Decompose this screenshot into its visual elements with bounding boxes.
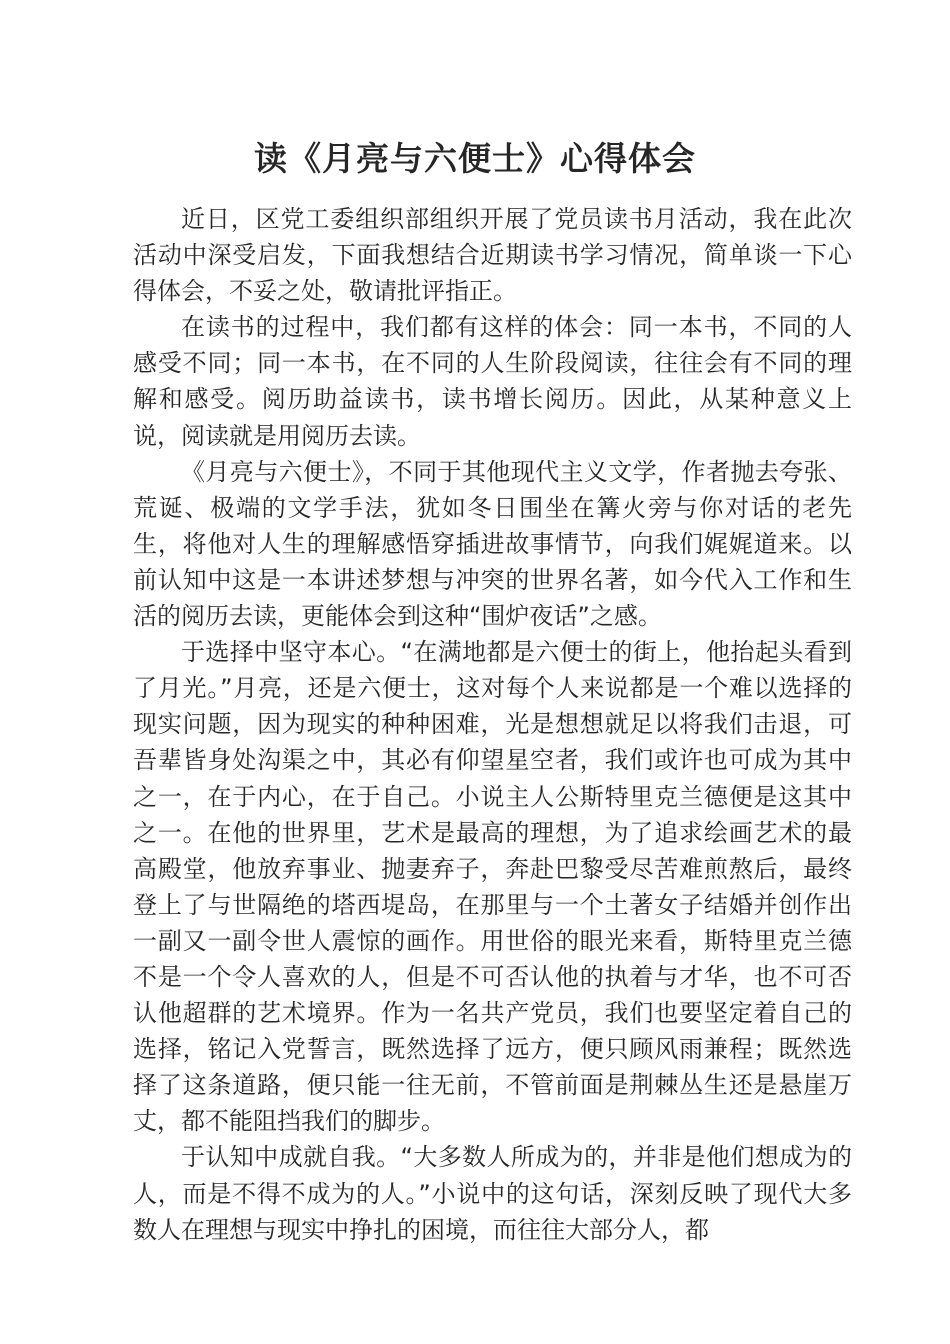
document-body — [133, 201, 852, 1248]
paragraph-cognition: 于认知中成就自我。“大多数人所成为的，并非是他们想成为的人，而是不得不成为的人。”小说中的这句话，深刻反映了现代大多数人在理想与现实中挣扎的困境，而往往大部分人，都 — [133, 1143, 852, 1244]
document-title: 读《月亮与六便士》心得体会 — [254, 139, 696, 178]
paragraph-book-overview: 《月亮与六便士》，不同于其他现代主义文学，作者抛去夸张、荒诞、极端的文学手法，犹如冬日围坐在篝火旁与你对话的老先生，将他对人生的理解感悟穿插进故事情节，向我们娓娓道来。以前认知中这是一本讲述梦想与冲突的世界名著，如今代入工作和生活的阅历去读，更能体会到这种“围炉夜话”之感。 — [133, 457, 852, 631]
paragraph-intro: 近日，区党工委组织部组织开展了党员读书月活动，我在此次活动中深受启发，下面我想结合近期读书学习情况，简单谈一下心得体会，不妥之处，敬请批评指正。 — [133, 205, 852, 306]
paragraph-choice: 于选择中坚守本心。“在满地都是六便士的街上，他抬起头看到了月光。”月亮，还是六便士，这对每个人来说都是一个难以选择的现实问题，因为现实的种种困难，光是想想就足以将我们击退，可吾辈皆身处沟渠之中，其必有仰望星空者，我们或许也可成为其中之一，在于内心，在于自己。小说主人公斯特里克兰德便是这其中之一。在他的世界里，艺术是最高的理想，为了追求绘画艺术的最高殿堂，他放弃事业、抛妻弃子，奔赴巴黎受尽苦难煎熬后，最终登上了与世隔绝的塔西堤岛，在那里与一个土著女子结婚并创作出一副又一副令世人震惊的画作。用世俗的眼光来看，斯特里克兰德不是一个令人喜欢的人，但是不可否认他的执着与才华，也不可否认他超群的艺术境界。作为一名共产党员，我们也要坚定着自己的选择，铭记入党誓言，既然选择了远方，便只顾风雨兼程；既然选择了这条道路，便只能一往无前，不管前面是荆棘丛生还是悬崖万丈，都不能阻挡我们的脚步。 — [133, 638, 852, 1136]
paragraph-reading-experience: 在读书的过程中，我们都有这样的体会：同一本书，不同的人感受不同；同一本书，在不同的人生阶段阅读，往往会有不同的理解和感受。阅历助益读书，读书增长阅历。因此，从某种意义上说，阅读就是用阅历去读。 — [133, 313, 852, 450]
